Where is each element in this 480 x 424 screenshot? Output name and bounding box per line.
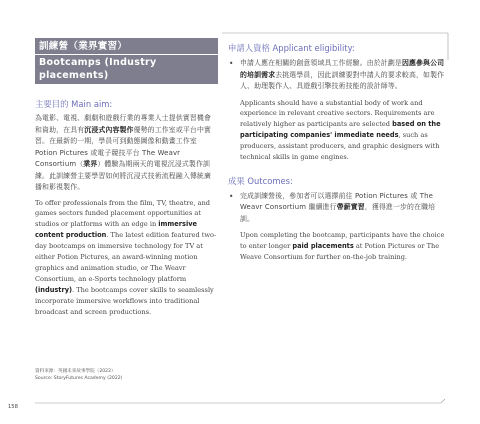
en-text: . The latest edition featured two-day bootcamps on immersive technology for TV at either Potion Pictures, an award-winning motion graphics and animation studio, or The Weavr Consortium, an e-Sports technology platform bbox=[35, 231, 217, 283]
source-note bbox=[35, 369, 122, 383]
zh-text: ，獲得進一步的在職培訓。 bbox=[240, 203, 436, 223]
en-text: . The bootcamps cover skills to seamlessly incorporate immersive workflows into traditional broadcast and screen productions. bbox=[35, 285, 214, 316]
zh-emphasis: 帶薪實習 bbox=[336, 203, 365, 212]
main-aim-heading: 主要目的 Main aim: bbox=[35, 99, 113, 109]
bullet-icon: • bbox=[229, 59, 234, 68]
zh-text: 去挑選學員，因此訓練要對申請人的要求較高，如製作人、助理製作人、具遊戲引擎技術技能的設計師等。 bbox=[240, 70, 445, 90]
en-text: at Potion Pictures or The Weave Consortium for further on-the-job training. bbox=[240, 242, 440, 262]
en-emphasis: immersive content production bbox=[35, 220, 197, 240]
main-aim-zh-paragraph bbox=[35, 113, 218, 194]
section-title-zh: 訓練營（業界實習） bbox=[39, 41, 128, 52]
zh-text: 優勢的工作室或平台中實習。在最新的一期，學員可到動態圖像和動畫工作室 Potion Pictures 或電子競技平台 The Weavr Consortium（ bbox=[35, 125, 212, 168]
zh-emphasis: 業界 bbox=[83, 160, 98, 168]
en-text: Upon completing the bootcamp, participants have the choice to enter longer bbox=[240, 231, 445, 251]
eligibility-heading: 申請人資格 Applicant eligibility: bbox=[228, 43, 355, 53]
en-text: Applicants should have a substantial body of work and experience in relevant creative sectors. Requirements are relatively higher as participants are selected bbox=[240, 98, 435, 129]
outcomes-en bbox=[240, 230, 446, 263]
zh-emphasis: 因應參與公司的培訓需求 bbox=[240, 59, 445, 79]
eligibility-zh bbox=[240, 58, 446, 93]
eligibility-en bbox=[240, 98, 446, 163]
zh-text: 申請人應在相關的創意領域具工作經驗。由於計劃是 bbox=[240, 59, 402, 67]
en-emphasis: paid placements bbox=[292, 242, 354, 251]
en-text: To offer professionals from the film, TV, theatre, and games sectors funded placement opportunities at studios or platforms with an edge in bbox=[35, 198, 211, 229]
title-divider bbox=[35, 54, 218, 55]
left-column bbox=[35, 38, 218, 317]
eligibility-bullet bbox=[228, 58, 446, 163]
source-zh: 資料來源：英國未來故事學院（2022） bbox=[35, 369, 116, 374]
bottom-rule bbox=[35, 399, 445, 403]
right-column bbox=[228, 42, 446, 263]
section-title-en: Bootcamps (Industry placements) bbox=[39, 57, 157, 81]
zh-text: 完成訓練營後，參加者可以選擇前往 Potion Pictures 或 The Weavr Consortium 繼續進行 bbox=[240, 191, 434, 212]
source-en: Source: StoryFutures Academy (2022) bbox=[35, 375, 123, 381]
zh-text: ）體驗為期兩天的電視沉浸式製作訓練。此訓練營主要學習如何將沉浸式技術流程融入傳統廣播和影視製作。 bbox=[35, 160, 212, 191]
zh-text: 為電影、電視、劇劇和遊戲行業的專業人士提供實習機會和資助，在具有 bbox=[35, 114, 212, 134]
page-number: 158 bbox=[8, 404, 18, 410]
en-emphasis: (industry) bbox=[35, 285, 73, 294]
section-title-box bbox=[35, 38, 218, 84]
main-aim-en-paragraph bbox=[35, 198, 218, 318]
zh-emphasis: 沉浸式內容製作 bbox=[84, 125, 134, 134]
en-text: , such as producers, assistant producers, and graphic designers with technical skills in game engines. bbox=[240, 131, 440, 162]
outcomes-bullet bbox=[228, 191, 446, 263]
en-emphasis: based on the participating companies' immediate needs bbox=[240, 120, 441, 140]
bullet-icon: • bbox=[229, 191, 234, 201]
outcomes-zh bbox=[240, 191, 446, 226]
outcomes-heading: 成果 Outcomes: bbox=[228, 175, 293, 186]
